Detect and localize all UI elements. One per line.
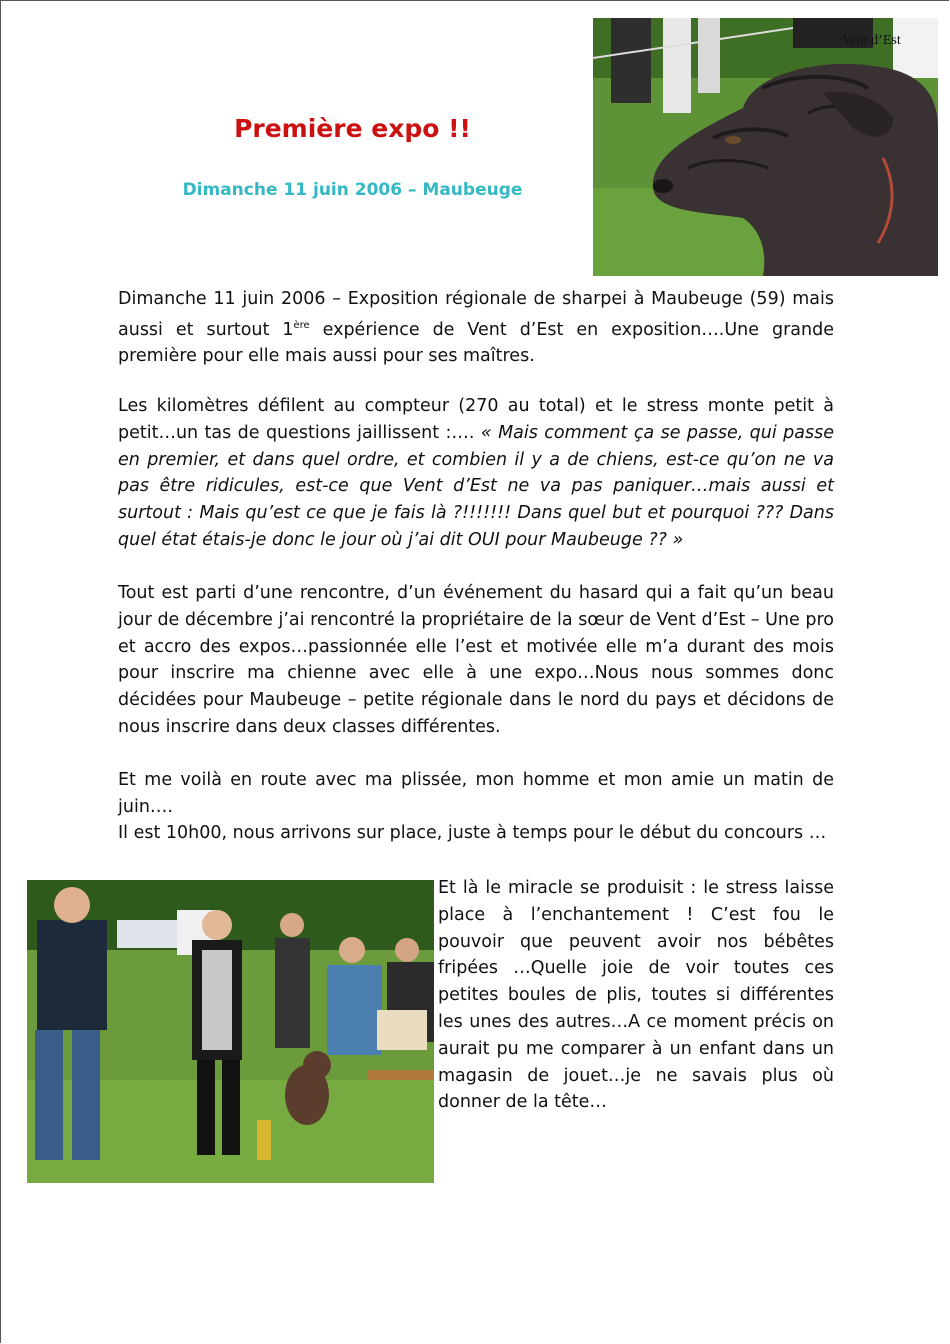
paragraph-encounter: Tout est parti d’une rencontre, d’un événement du hasard qui a fait qu’un beau jour de décembre j’ai rencontré la propriétaire de la sœur de Vent d’Est – Une pro et accro des expos…passionnée elle l’est et motivée elle m’a durant des mois pour inscrire ma chienne avec elle à une expo…Nous nous sommes donc décidées pour Maubeuge – petite régionale dans le nord du pays et décidons de nous inscrire dans deux classes différentes. — [118, 583, 834, 737]
photo-caption: Vent d’Est — [842, 33, 901, 48]
page-title: Première expo !! — [234, 114, 471, 143]
page-subtitle: Dimanche 11 juin 2006 – Maubeuge — [182, 180, 523, 200]
quote-questions: « Mais comment ça se passe, qui passe en premier, et dans quel ordre, et combien il y a de chiens, est-ce qu’on ne va pas être ridicules, est-ce que Vent d’Est ne va pas paniquer…mais aussi et surtout : Mais qu’est ce que je fais là ?!!!!!!! Dans quel but et pourquoi ??? Dans quel état étais-je donc le jour où j’ai dit OUI pour Maubeuge ?? » — [118, 422, 834, 550]
paragraph-questions: Les kilomètres défilent au compteur (270 au total) et le stress monte petit à petit…un tas de questions jaillissent :…. « Mais comment ça se passe, qui passe en premier, et dans quel ordre, et combien il y a de chiens, est-ce qu’on ne va pas être ridicules, est-ce que Vent d’Est ne va pas paniquer…mais aussi et surtout : Mais qu’est ce que je fais là ?!!!!!!! Dans quel but et pourquoi ??? Dans quel état étais-je donc le jour où j’ai dit OUI pour Maubeuge ?? » — [118, 396, 834, 550]
paragraph-road: Et me voilà en route avec ma plissée, mon homme et mon amie un matin de juin…. — [118, 770, 834, 817]
dog-photo — [593, 18, 938, 276]
paragraph-miracle: Et là le miracle se produisit : le stress laisse place à l’enchantement ! C’est fou le pouvoir que peuvent avoir nos bébêtes fripées …Quelle joie de voir toutes ces petites boules de plis, toutes si différentes les unes des autres…A ce moment précis on aurait pu me comparer à un enfant dans un magasin de jouet…je ne savais plus où donner de la tête… — [438, 878, 834, 1113]
paragraph-intro: Dimanche 11 juin 2006 – Exposition régionale de sharpei à Maubeuge (59) mais aussi et surtout 1ère expérience de Vent d’Est en exposition….Une grande première pour elle mais aussi pour ses maîtres. — [118, 289, 834, 367]
paragraph-arrival: Il est 10h00, nous arrivons sur place, juste à temps pour le début du concours … — [118, 823, 827, 843]
show-photo — [27, 880, 434, 1183]
